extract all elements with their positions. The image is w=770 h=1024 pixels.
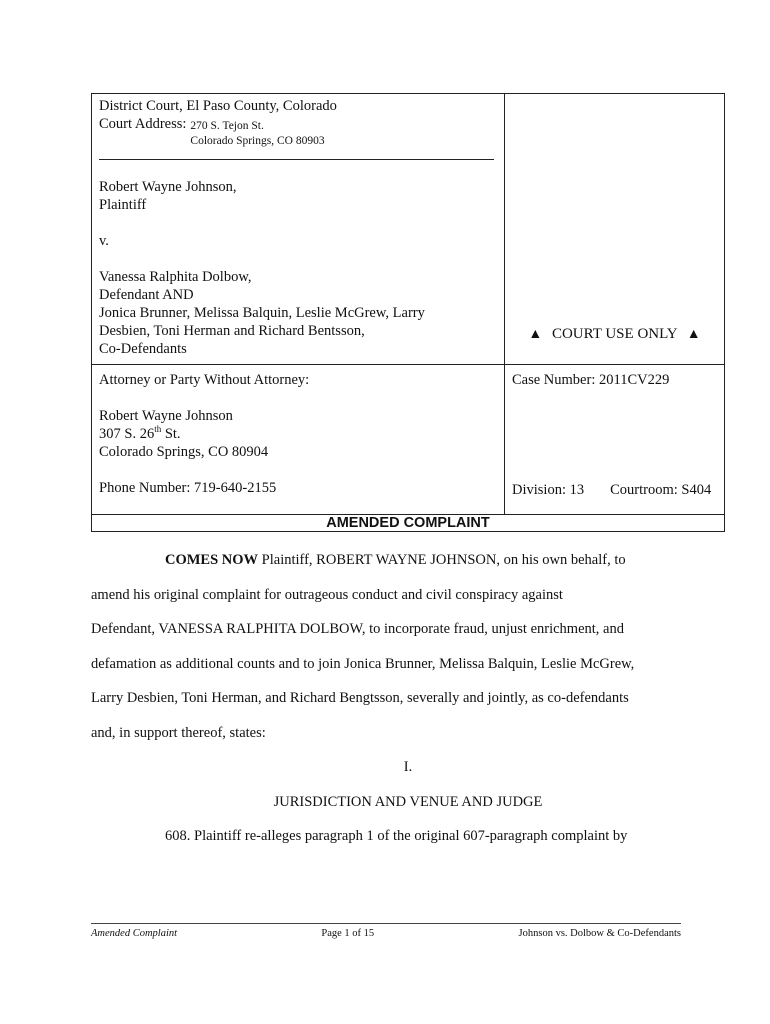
- court-address: [99, 115, 498, 149]
- defendant-name: Vanessa Ralphita Dolbow,: [99, 269, 252, 285]
- attorney-label: Attorney or Party Without Attorney:: [99, 372, 310, 388]
- court-address-line1: 270 S. Tejon St.: [190, 120, 264, 132]
- parties-cell: [92, 94, 505, 365]
- body-line-4: defamation as additional counts and to join Jonica Brunner, Melissa Balquin, Leslie McGrew,: [91, 655, 635, 672]
- body-line-3: Defendant, VANESSA RALPHITA DOLBOW, to incorporate fraud, unjust enrichment, and: [91, 621, 624, 637]
- footer-page-number: Page 1 of 15: [321, 928, 375, 939]
- codefendants-role: Co-Defendants: [99, 341, 187, 357]
- paragraph-608: 608. Plaintiff re-alleges paragraph 1 of the original 607-paragraph complaint by: [165, 828, 628, 844]
- versus: v.: [99, 233, 109, 249]
- court-use-only: [505, 325, 724, 344]
- triangle-up-icon: ▲: [528, 327, 543, 342]
- intro-bold: COMES NOW: [165, 552, 259, 568]
- complaint-body: [91, 543, 725, 854]
- footer-right: Johnson vs. Dolbow & Co-Defendants: [518, 928, 681, 939]
- page-footer: [91, 923, 681, 939]
- court-address-line2: Colorado Springs, CO 80903: [190, 135, 325, 147]
- case-info-cell: [505, 365, 725, 515]
- triangle-up-icon: ▲: [686, 327, 701, 342]
- division-courtroom: [512, 481, 711, 499]
- caption-table: [91, 93, 725, 532]
- plaintiff-role: Plaintiff: [99, 197, 147, 213]
- body-line-5: Larry Desbien, Toni Herman, and Richard Bengtsson, severally and jointly, as co-defendants: [91, 690, 629, 706]
- attorney-cell: [92, 365, 505, 515]
- codefendants-line2: Desbien, Toni Herman and Richard Bentsson,: [99, 323, 365, 339]
- section-heading: JURISDICTION AND VENUE AND JUDGE: [273, 793, 543, 810]
- body-line-2: amend his original complaint for outrageous conduct and civil conspiracy against: [91, 586, 563, 603]
- court-address-label: Court Address:: [99, 116, 187, 132]
- phone-number: Phone Number: 719-640-2155: [99, 480, 277, 496]
- case-number: Case Number: 2011CV229: [512, 372, 670, 388]
- intro-line: COMES NOW Plaintiff, ROBERT WAYNE JOHNSON, on his own behalf, to: [165, 552, 626, 568]
- attorney-street: 307 S. 26th St.: [99, 424, 181, 442]
- courtroom: Courtroom: S404: [610, 482, 712, 498]
- court-name: District Court, El Paso County, Colorado: [99, 98, 337, 114]
- attorney-city: Colorado Springs, CO 80904: [99, 444, 269, 460]
- plaintiff-name: Robert Wayne Johnson,: [99, 179, 237, 195]
- document-title: AMENDED COMPLAINT: [92, 515, 725, 532]
- court-use-cell: [505, 94, 725, 365]
- footer-left: Amended Complaint: [91, 928, 178, 939]
- attorney-name: Robert Wayne Johnson: [99, 408, 233, 424]
- section-number: I.: [403, 759, 413, 775]
- division: Division: 13: [512, 482, 585, 498]
- court-use-only-label: COURT USE ONLY: [551, 326, 678, 342]
- divider: [99, 159, 494, 160]
- defendant-role: Defendant AND: [99, 287, 194, 303]
- body-line-6: and, in support thereof, states:: [91, 724, 266, 741]
- court-address-lines: [190, 119, 324, 149]
- codefendants-line1: Jonica Brunner, Melissa Balquin, Leslie McGrew, Larry: [99, 305, 425, 321]
